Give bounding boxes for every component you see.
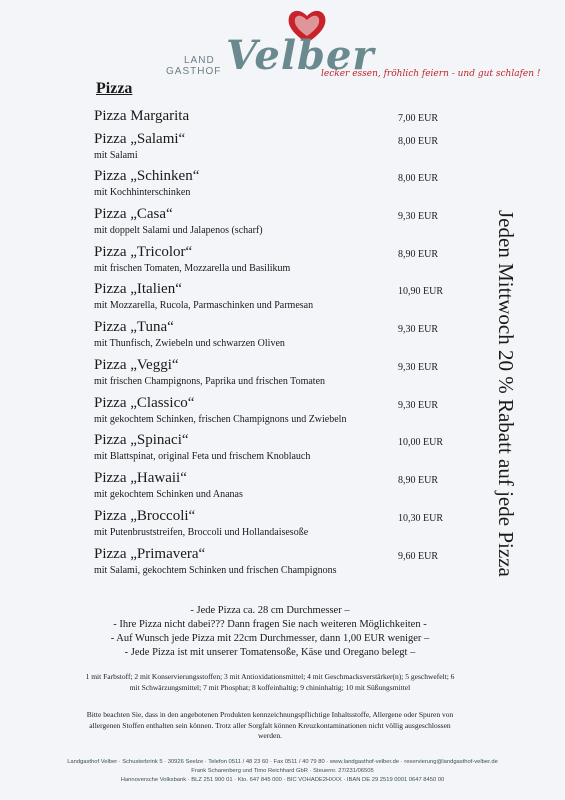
footer xyxy=(20,758,545,785)
logo-gasthof: GASTHOF xyxy=(166,66,222,77)
menu-item xyxy=(94,244,464,275)
menu-item xyxy=(94,206,464,237)
menu-item-price: 8,90 EUR xyxy=(398,249,438,260)
note-line: - Jede Pizza ist mit unserer Tomatensoße, Käse und Oregano belegt – xyxy=(124,647,416,658)
note-line: - Ihre Pizza nicht dabei??? Dann fragen Sie nach weiteren Möglichkeiten - xyxy=(113,619,427,630)
menu-item-price: 8,00 EUR xyxy=(398,173,438,184)
footer-line: Frank Scharenberg und Timo Reichhard GbR · Steuernr. 27/231/06505 xyxy=(191,768,374,774)
menu-item xyxy=(94,508,464,539)
menu-item-name: Pizza „Casa“ xyxy=(94,206,173,222)
menu-item-price: 8,90 EUR xyxy=(398,475,438,486)
menu-item xyxy=(94,168,464,199)
menu-item-name: Pizza „Schinken“ xyxy=(94,168,200,184)
menu-item xyxy=(94,319,464,350)
menu-item xyxy=(94,470,464,501)
additives-legend: 1 mit Farbstoff; 2 mit Konservierungsstoffen; 3 mit Antioxidationsmittel; 4 mit Geschmacksverstärker(n); 5 geschwefelt; 6 mit Schwärzungsmittel; 7 mit Phosphat; 8 koffeinhaltig; 9 chininhaltig; 10 mit Süßungsmittel xyxy=(85,672,455,692)
footer-line: Hannoversche Volksbank · BLZ 251 900 01 · Kto. 647 845 000 · BIC VOHADE2HXXX · IBAN DE 29 2519 0001 0647 8450 00 xyxy=(120,777,445,783)
menu-item xyxy=(94,357,464,388)
logo-land: LAND xyxy=(184,55,215,66)
menu-item xyxy=(94,546,464,577)
menu-item xyxy=(94,395,464,426)
menu-item-description: mit doppelt Salami und Jalapenos (scharf) xyxy=(94,225,263,236)
logo-slogan: lecker essen, fröhlich feiern - und gut schlafen ! xyxy=(321,69,541,79)
menu-item-name: Pizza „Broccoli“ xyxy=(94,508,196,524)
menu-item-name: Pizza „Primavera“ xyxy=(94,546,206,562)
menu-item-price: 9,60 EUR xyxy=(398,551,438,562)
menu-item-name: Pizza „Spinaci“ xyxy=(94,432,189,448)
pizza-notes xyxy=(80,604,460,660)
menu-item-description: mit Thunfisch, Zwiebeln und schwarzen Oliven xyxy=(94,338,285,349)
menu-item-price: 10,30 EUR xyxy=(398,513,443,524)
menu-item-price: 8,00 EUR xyxy=(398,136,438,147)
menu-item-price: 9,30 EUR xyxy=(398,362,438,373)
menu-item-name: Pizza „Italien“ xyxy=(94,281,182,297)
menu-item xyxy=(94,131,464,162)
menu-item xyxy=(94,432,464,463)
menu-item-price: 10,00 EUR xyxy=(398,437,443,448)
menu-item-name: Pizza „Hawaii“ xyxy=(94,470,187,486)
menu-item-description: mit frischen Tomaten, Mozzarella und Basilikum xyxy=(94,263,291,274)
menu-item-name: Pizza „Veggi“ xyxy=(94,357,179,373)
menu-item-price: 9,30 EUR xyxy=(398,211,438,222)
note-line: - Auf Wunsch jede Pizza mit 22cm Durchmesser, dann 1,00 EUR weniger – xyxy=(110,633,430,644)
menu-item-description: mit Blattspinat, original Feta und frischem Knoblauch xyxy=(94,451,311,462)
menu-item-name: Pizza „Tuna“ xyxy=(94,319,174,335)
menu-item xyxy=(94,108,464,125)
menu-item-description: mit Mozzarella, Rucola, Parmaschinken und Parmesan xyxy=(94,300,314,311)
footer-line: Landgasthof Velber · Schusterbrink 5 · 30926 Seelze · Telefon 0511 / 48 23 60 · Fax 0511 / 40 79 80 · www.landgasthof-velber.de · reservierung@landgasthof-velber.de xyxy=(67,759,498,765)
menu-item-price: 7,00 EUR xyxy=(398,113,438,124)
menu-item-price: 9,30 EUR xyxy=(398,324,438,335)
logo xyxy=(166,6,541,86)
menu-item-description: mit Kochhinterschinken xyxy=(94,187,191,198)
promo-banner: Jeden Mittwoch 20 % Rabatt auf jede Pizza xyxy=(494,210,518,577)
menu-item-name: Pizza „Classico“ xyxy=(94,395,195,411)
menu-item-name: Pizza Margarita xyxy=(94,108,190,124)
menu-item-description: mit gekochtem Schinken, frischen Champignons und Zwiebeln xyxy=(94,414,347,425)
menu-item-name: Pizza „Salami“ xyxy=(94,131,186,147)
menu-item-description: mit Putenbruststreifen, Broccoli und Hollandaisesoße xyxy=(94,527,309,538)
logo-name: Velber xyxy=(226,32,375,79)
menu-item xyxy=(94,281,464,312)
menu-item-description: mit Salami, gekochtem Schinken und frischen Champignons xyxy=(94,565,337,576)
menu-item-price: 10,90 EUR xyxy=(398,286,443,297)
menu-item-name: Pizza „Tricolor“ xyxy=(94,244,193,260)
menu-item-description: mit Salami xyxy=(94,150,138,161)
note-line: - Jede Pizza ca. 28 cm Durchmesser – xyxy=(190,605,350,616)
menu-item-description: mit frischen Champignons, Paprika und frischen Tomaten xyxy=(94,376,326,387)
menu-item-description: mit gekochtem Schinken und Ananas xyxy=(94,489,243,500)
section-heading: Pizza xyxy=(96,80,133,97)
allergen-note: Bitte beachten Sie, dass in den angebotenen Produkten kennzeichnungspflichtige Inhaltsstoffe, Allergene oder Spuren von allergenen Stoffen enthalten sein können. Trotz aller Sorgfalt können Kreuzkontaminationen nicht völlig ausgeschlossen werden. xyxy=(86,710,454,740)
menu-item-price: 9,30 EUR xyxy=(398,400,438,411)
